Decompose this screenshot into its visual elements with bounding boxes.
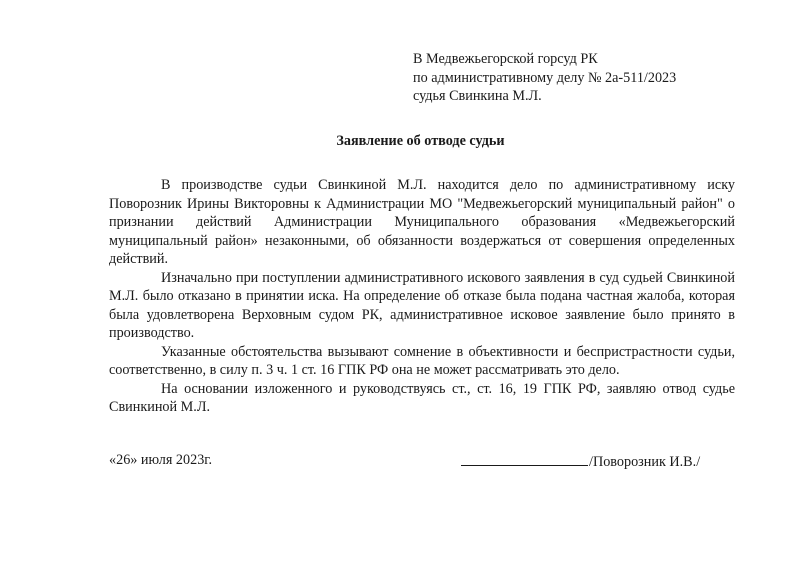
signature-block — [461, 451, 700, 471]
document-title-wrapper — [0, 132, 787, 150]
signature-line — [461, 451, 588, 466]
paragraph-request: На основании изложенного и руководствуясь ст., ст. 16, 19 ГПК РФ, заявляю отвод судье Свинкиной М.Л. — [109, 380, 735, 415]
document-title: Заявление об отводе судьи — [336, 133, 505, 149]
paragraph-grounds: Указанные обстоятельства вызывают сомнение в объективности и беспристрастности судьи, соответственно, в силу п. 3 ч. 1 ст. 16 ГПК РФ она не может рассматривать это дело. — [109, 343, 735, 378]
paragraph-case-description: В производстве судьи Свинкиной М.Л. находится дело по административному иску Поворозник Ирины Викторовны к Администрации МО "Медвежьегорский муниципальный район" о признании действий Администрации Муниципального образования «Медвежьегорский муниципальный район» незаконными, об обязанности воздержаться от совершения определенных действий. — [109, 177, 735, 267]
signature-name: /Поворозник И.В./ — [589, 454, 701, 470]
addressee-judge: судья Свинкина М.Л. — [413, 88, 542, 104]
addressee-case-number: по административному делу № 2а-511/2023 — [413, 69, 677, 86]
document-date: «26» июля 2023г. — [109, 452, 213, 468]
addressee-block — [413, 50, 676, 106]
addressee-court: В Медвежьегорской горсуд РК — [413, 51, 598, 67]
document-body — [109, 176, 735, 417]
paragraph-history: Изначально при поступлении административного искового заявления в суд судьей Свинкиной М.Л. было отказано в принятии иска. На определение об отказе была подана частная жалоба, которая была удовлетворена Верховным судом РК, административное исковое заявление было принято в производство. — [109, 269, 735, 341]
